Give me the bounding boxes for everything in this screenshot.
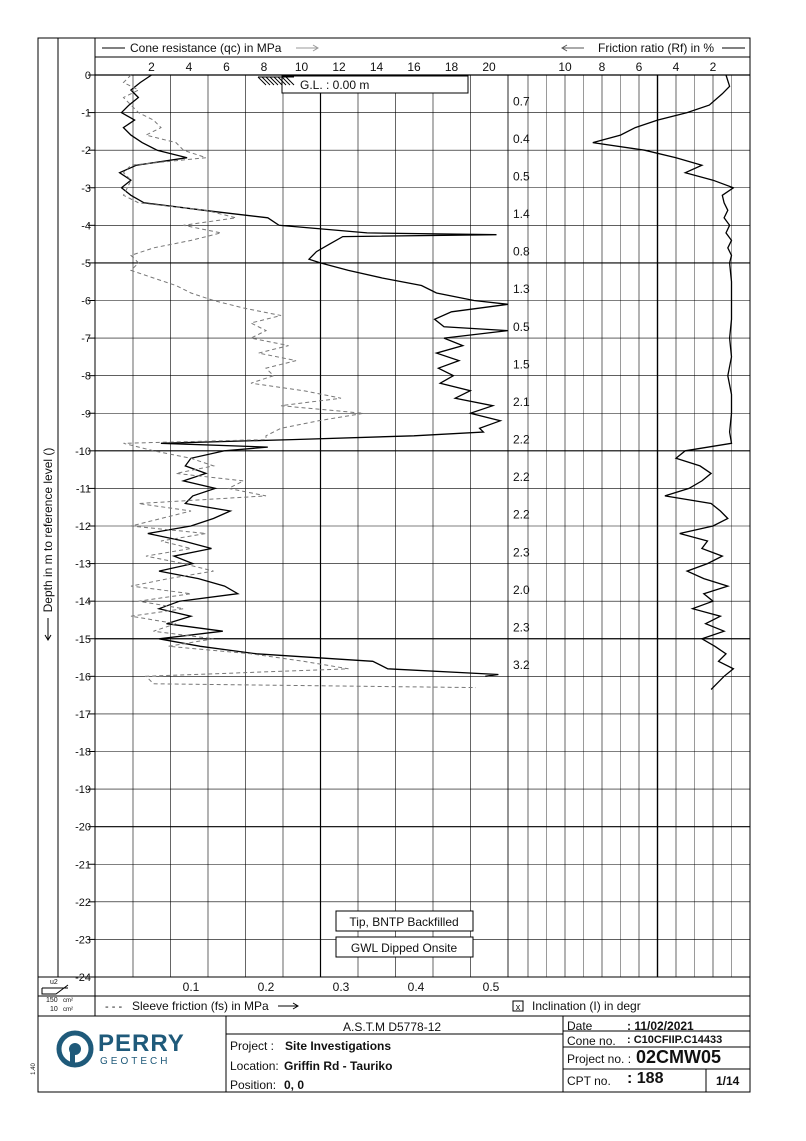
scale-legend-unit-2: cm² xyxy=(63,1007,73,1013)
fs-tick-label: 0.4 xyxy=(407,980,425,994)
depth-tick-label: -2 xyxy=(81,145,91,158)
projno-value: 02CMW05 xyxy=(636,1047,722,1067)
perry-geotech-logo xyxy=(56,1030,216,1070)
depth-tick-label: -20 xyxy=(75,821,91,834)
scale-legend-150: 150 xyxy=(46,997,58,1004)
scale-legend-10: 10 xyxy=(50,1006,58,1013)
hatch-mark xyxy=(262,77,270,85)
rf-tick-label: 10 xyxy=(558,60,572,74)
layer-value: 0.7 xyxy=(513,94,530,109)
layer-value: 0.4 xyxy=(513,131,530,146)
layer-value: 2.1 xyxy=(513,394,530,409)
project-label: Project : xyxy=(230,1039,275,1053)
labels-layer xyxy=(41,41,745,1013)
qc-tick-label: 14 xyxy=(369,60,384,74)
depth-tick-label: -5 xyxy=(81,257,91,270)
depth-tick-label: -21 xyxy=(75,859,91,872)
depth-tick-label: -6 xyxy=(81,295,91,308)
qc-arrow-right xyxy=(296,45,318,51)
rf-tick-label: 6 xyxy=(635,60,643,74)
depth-tick-label: -15 xyxy=(75,633,91,646)
fs-axis-label: Sleeve friction (fs) in MPa xyxy=(132,999,269,1013)
qc-tick-label: 20 xyxy=(482,60,496,74)
qc-tick-label: 10 xyxy=(294,60,309,74)
depth-tick-label: -13 xyxy=(75,558,91,571)
cone-label: Cone no. xyxy=(567,1034,616,1048)
page-number: 1/14 xyxy=(716,1074,740,1088)
qc-tick-label: 18 xyxy=(444,60,459,74)
layer-value: 0.5 xyxy=(513,169,530,184)
project-value: Site Investigations xyxy=(285,1039,392,1053)
location-label: Location: xyxy=(230,1059,279,1073)
rf-tick-label: 4 xyxy=(672,60,680,74)
depth-tick-label: -12 xyxy=(75,521,91,533)
depth-tick-label: -1 xyxy=(81,107,91,120)
series-layer xyxy=(120,75,734,690)
date-value: : 11/02/2021 xyxy=(627,1019,694,1033)
hatch-mark xyxy=(266,77,274,85)
hatch-mark xyxy=(270,77,278,85)
annotation-gwl: GWL Dipped Onsite xyxy=(350,941,458,955)
rf-tick-label: 8 xyxy=(598,60,606,74)
depth-axis-label: Depth in m to reference level () xyxy=(41,447,55,613)
rf-axis-label: Friction ratio (Rf) in % xyxy=(598,41,715,55)
gl-label: G.L. : 0.00 m xyxy=(300,78,370,92)
layer-value: 1.3 xyxy=(513,282,530,297)
depth-tick-label: -17 xyxy=(75,708,91,721)
hatch-mark xyxy=(258,77,266,85)
outer-frame xyxy=(38,38,750,1092)
qc-tick-label: 4 xyxy=(185,60,193,74)
perry-logo-icon xyxy=(56,1030,94,1068)
depth-tick-label: -19 xyxy=(75,784,91,797)
logo-sub: GEOTECH xyxy=(100,1056,171,1067)
layer-value: 2.2 xyxy=(513,432,530,447)
depth-tick-label: -10 xyxy=(75,445,91,458)
fs-dash-legend: - - - xyxy=(105,1001,123,1013)
fs-tick-label: 0.1 xyxy=(182,980,200,994)
projno-label: Project no. : xyxy=(567,1052,632,1066)
logo-name: PERRY xyxy=(98,1030,185,1057)
rf-arrow-left xyxy=(562,45,584,51)
chart-grid xyxy=(38,38,750,1092)
layer-value: 2.3 xyxy=(513,620,530,635)
qc-tick-label: 8 xyxy=(260,60,268,74)
inclination-check-mark: x xyxy=(515,1002,521,1012)
depth-tick-label: -3 xyxy=(81,182,91,195)
annotation-tip: Tip, BNTP Backfilled xyxy=(349,915,459,929)
qc-tick-label: 12 xyxy=(332,60,346,74)
layer-value: 2.3 xyxy=(513,545,530,560)
location-value: Griffin Rd - Tauriko xyxy=(284,1059,393,1073)
standard-text: A.S.T.M D5778-12 xyxy=(343,1020,442,1034)
position-value: 0, 0 xyxy=(284,1078,305,1092)
layer-value: 3.2 xyxy=(513,658,530,673)
depth-tick-label: -9 xyxy=(81,408,91,421)
date-label: Date xyxy=(567,1019,593,1033)
rf-series-line xyxy=(593,75,734,690)
fs-tick-label: 0.3 xyxy=(332,980,350,994)
rf-tick-label: 2 xyxy=(709,60,717,74)
qc-tick-label: 16 xyxy=(407,60,421,74)
fs-tick-label: 0.5 xyxy=(482,980,500,994)
layer-value: 1.5 xyxy=(513,357,530,372)
depth-tick-label: -24 xyxy=(75,972,91,984)
depth-tick-label: -11 xyxy=(75,483,91,496)
cpt-value: : 188 xyxy=(627,1070,664,1087)
qc-tick-label: 2 xyxy=(148,60,155,74)
depth-tick-label: -4 xyxy=(81,220,91,233)
qc-tick-label: 6 xyxy=(223,60,230,74)
layer-value: 0.8 xyxy=(513,244,530,259)
layer-value: 2.2 xyxy=(513,470,530,485)
side-note: 1.40 xyxy=(30,1063,37,1075)
qc-axis-label: Cone resistance (qc) in MPa xyxy=(130,41,282,55)
fs-tick-label: 0.2 xyxy=(257,980,275,994)
depth-tick-label: -7 xyxy=(81,333,91,346)
depth-tick-label: -8 xyxy=(81,370,91,383)
depth-tick-label: 0 xyxy=(84,70,91,82)
inclination-label: Inclination (I) in degr xyxy=(532,999,641,1013)
depth-tick-label: -18 xyxy=(75,746,91,759)
cpt-label: CPT no. xyxy=(567,1074,611,1088)
cone-value: : C10CFIIP.C14433 xyxy=(627,1034,723,1046)
scale-legend-unit-1: cm² xyxy=(63,998,73,1004)
depth-arrow xyxy=(45,618,51,640)
scale-legend-shape xyxy=(42,985,68,994)
layer-value: 2.2 xyxy=(513,507,530,522)
scale-legend-u2: u2 xyxy=(50,979,58,986)
layer-value: 2.0 xyxy=(513,582,530,597)
position-label: Position: xyxy=(230,1078,277,1092)
depth-tick-label: -22 xyxy=(75,896,91,909)
fs-arrow-right xyxy=(278,1003,298,1009)
depth-tick-label: -23 xyxy=(75,934,91,947)
depth-tick-label: -16 xyxy=(75,671,91,684)
fs-series-line xyxy=(124,75,477,688)
depth-tick-label: -14 xyxy=(75,596,91,609)
layer-value: 1.4 xyxy=(513,207,530,222)
hatch-mark xyxy=(274,77,282,85)
layer-value: 0.5 xyxy=(513,319,530,334)
